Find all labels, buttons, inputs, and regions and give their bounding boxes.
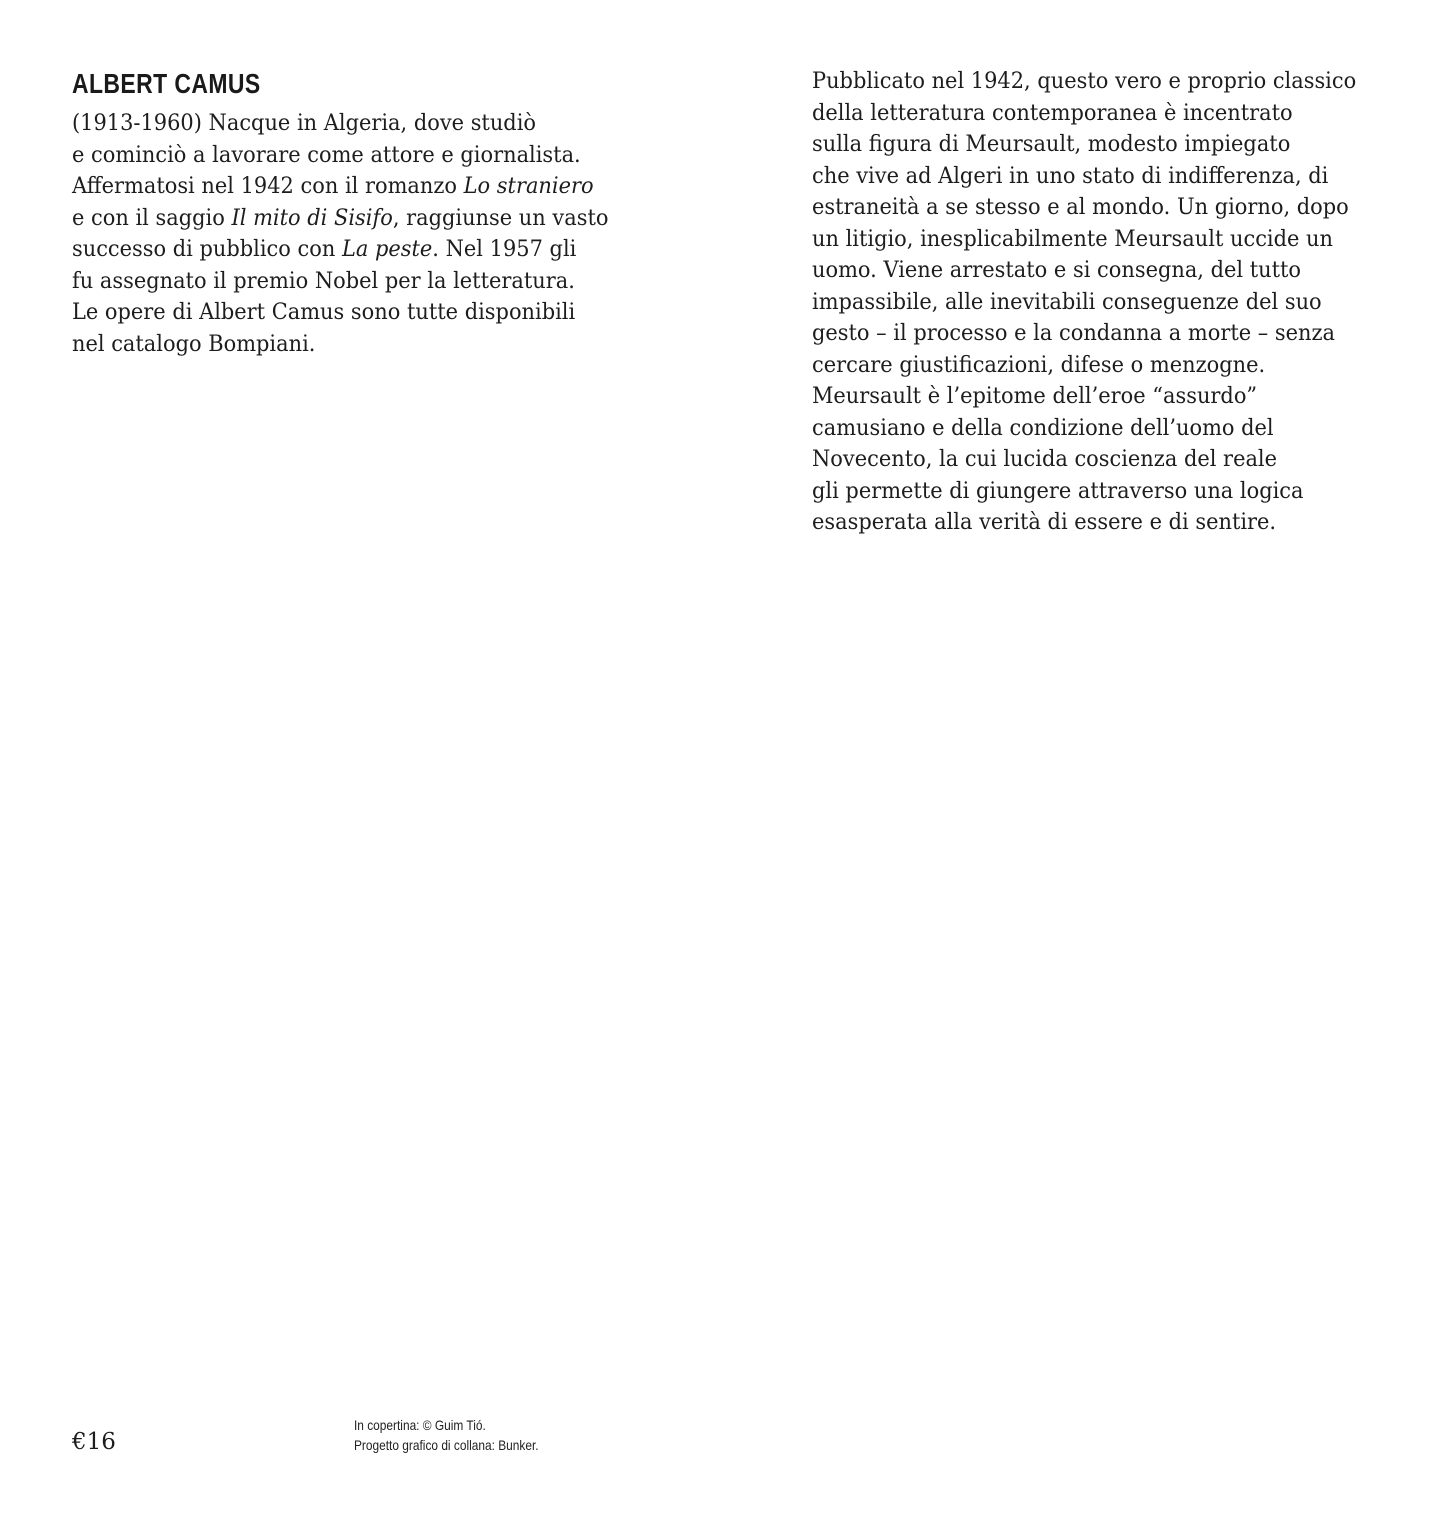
author-section — [72, 66, 672, 360]
bio-text: , raggiunse un vasto — [392, 204, 609, 231]
book-title-italic: Il mito di Sisifo — [231, 204, 393, 231]
price-label: €16 — [72, 1429, 116, 1455]
design-credit: Progetto grafico di collana: Bunker. — [354, 1437, 539, 1453]
bio-line — [72, 108, 630, 140]
blurb-line: uomo. Viene arrestato e si consegna, del tutto — [812, 257, 1302, 283]
blurb-line: cercare giustificazioni, difese o menzogne. — [812, 351, 1266, 378]
bio-line — [72, 140, 630, 172]
bio-text: fu assegnato il premio Nobel per la letteratura. — [72, 267, 575, 294]
cover-credit: In copertina: © Guim Tió. — [354, 1417, 486, 1433]
blurb-line: gli permette di giungere attraverso una logica — [812, 477, 1304, 504]
book-title-italic: Lo straniero — [463, 173, 594, 199]
blurb-line: Pubblicato nel 1942, questo vero e proprio classico — [812, 68, 1357, 94]
blurb-line: un litigio, inesplicabilmente Meursault uccide un — [812, 225, 1334, 252]
blurb-line: estraneità a se stesso e al mondo. Un giorno, dopo — [812, 194, 1349, 220]
bio-line — [72, 234, 630, 266]
credits-block — [354, 1415, 539, 1455]
blurb-line: camusiano e della condizione dell’uomo del — [812, 414, 1274, 441]
bio-text: e con il saggio — [72, 204, 232, 231]
book-blurb — [812, 66, 1412, 539]
author-name: ALBERT CAMUS — [72, 68, 261, 99]
bio-text: nel catalogo Bompiani. — [72, 330, 316, 357]
book-title-italic: La peste — [341, 236, 433, 262]
blurb-line: che vive ad Algeri in uno stato di indifferenza, di — [812, 162, 1329, 189]
book-blurb-section — [812, 66, 1412, 539]
bio-line — [72, 329, 630, 361]
bio-line — [72, 171, 630, 203]
blurb-line: Meursault è l’epitome dell’eroe “assurdo” — [812, 383, 1258, 409]
bio-line — [72, 266, 630, 298]
bio-line — [72, 203, 630, 235]
blurb-line: gesto – il processo e la condanna a morte – senza — [812, 320, 1335, 346]
blurb-line: esasperata alla verità di essere e di sentire. — [812, 509, 1277, 535]
bio-text: Le opere di Albert Camus sono tutte disponibili — [72, 299, 576, 325]
bio-text: (1913-1960) Nacque in Algeria, dove studiò — [72, 110, 537, 136]
blurb-line: impassibile, alle inevitabili conseguenze del suo — [812, 288, 1322, 315]
bio-line — [72, 297, 630, 329]
bio-text: e cominciò a lavorare come attore e giornalista. — [72, 141, 581, 168]
author-bio — [72, 108, 672, 360]
blurb-line: Novecento, la cui lucida coscienza del reale — [812, 446, 1277, 472]
blurb-line: sulla figura di Meursault, modesto impiegato — [812, 131, 1291, 157]
bio-text: Affermatosi nel 1942 con il romanzo — [72, 173, 464, 199]
bio-text: . Nel 1957 gli — [432, 236, 577, 262]
blurb-line: della letteratura contemporanea è incentrato — [812, 99, 1293, 126]
bio-text: successo di pubblico con — [72, 236, 342, 262]
